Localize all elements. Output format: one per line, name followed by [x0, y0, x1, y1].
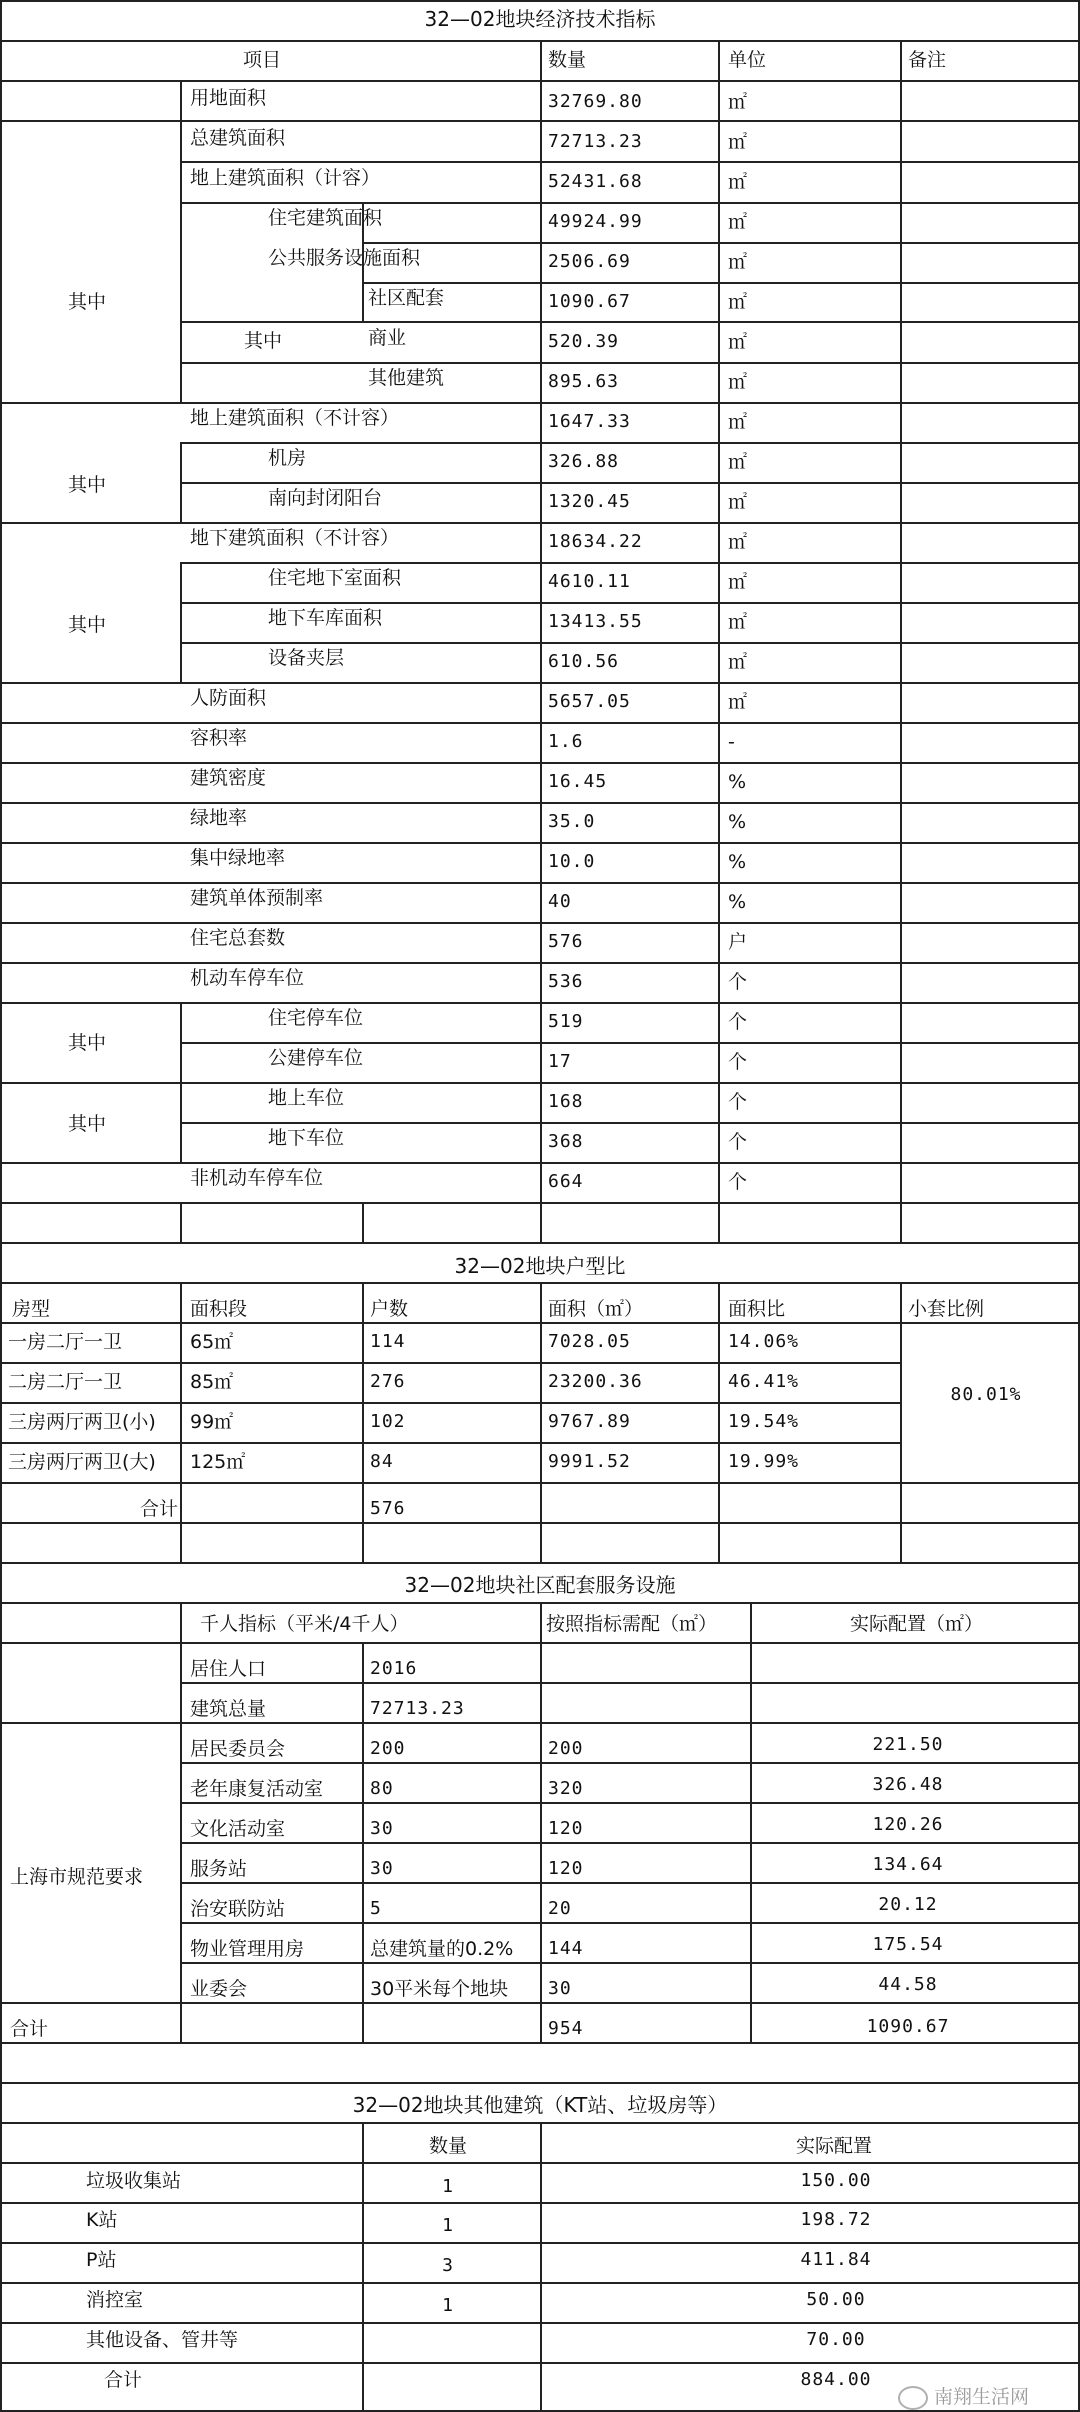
t3-row-actual: 221.50	[872, 1734, 944, 1755]
t1-row-unit: ㎡	[728, 651, 748, 673]
t1-header-note: 备注	[908, 49, 947, 71]
t1-row-value: 895.63	[548, 371, 620, 392]
chat-bubble-icon	[898, 2386, 928, 2410]
t1-header-unit: 单位	[728, 49, 767, 71]
grid-line	[900, 1282, 902, 1562]
t4-row-name: 消控室	[86, 2289, 144, 2311]
t1-group-label: 其中	[68, 474, 107, 496]
grid-line	[180, 1122, 1080, 1124]
t2-header-size: 面积段	[190, 1298, 248, 1320]
t2-total-label: 合计	[140, 1498, 179, 1520]
t1-row-value: 4610.11	[548, 571, 631, 592]
t1-row-label: 机动车停车位	[190, 967, 305, 989]
t2-row-count: 114	[370, 1331, 406, 1352]
grid-line	[362, 1642, 364, 2042]
t3-area-label: 建筑总量	[190, 1698, 267, 1720]
t1-row-value: 32769.80	[548, 91, 643, 112]
grid-line	[180, 1802, 1080, 1804]
grid-line	[180, 442, 1080, 444]
grid-line	[540, 1602, 542, 2042]
t1-row-unit: ㎡	[728, 451, 748, 473]
grid-line	[0, 1242, 1080, 1244]
t1-row-unit: ㎡	[728, 691, 748, 713]
t3-row-name: 服务站	[190, 1858, 248, 1880]
t1-row-unit: 个	[728, 1171, 748, 1193]
t3-row-need: 20	[548, 1898, 572, 1919]
grid-line	[180, 1082, 182, 1162]
grid-line	[0, 1562, 1080, 1564]
t2-header-small: 小套比例	[908, 1298, 985, 1320]
t3-total-need: 954	[548, 2018, 584, 2039]
grid-line	[718, 1282, 720, 1562]
t1-row-label: 机房	[268, 447, 307, 469]
t3-row-need: 320	[548, 1778, 584, 1799]
t3-row-actual: 44.58	[878, 1974, 938, 1995]
t1-row-value: 519	[548, 1011, 584, 1032]
grid-line	[180, 482, 1080, 484]
grid-line	[362, 2122, 364, 2412]
t1-row-label: 绿地率	[190, 807, 248, 829]
t1-row-value: 168	[548, 1091, 584, 1112]
t1-group-label: 其中	[68, 291, 107, 313]
t1-row-unit: ㎡	[728, 171, 748, 193]
t4-row-name: 垃圾收集站	[86, 2170, 182, 2192]
t3-total-actual: 1090.67	[866, 2016, 950, 2037]
grid-line	[0, 1362, 900, 1364]
grid-line	[180, 362, 1080, 364]
t3-row-name: 老年康复活动室	[190, 1778, 324, 1800]
grid-line	[0, 1402, 900, 1404]
t1-row-value: 1647.33	[548, 411, 631, 432]
t4-row-count: 1	[442, 2176, 454, 2197]
t3-header-index: 千人指标（平米/4千人）	[200, 1613, 409, 1635]
table4-title: 32—02地块其他建筑（KT站、垃圾房等）	[352, 2093, 728, 2117]
t3-total-label: 合计	[10, 2018, 49, 2040]
grid-line	[180, 562, 1080, 564]
t4-header-actual: 实际配置	[795, 2135, 873, 2157]
t3-row-index: 30平米每个地块	[370, 1978, 509, 2000]
t1-row-value: 368	[548, 1131, 584, 1152]
watermark-text: 南翔生活网	[934, 2386, 1030, 2408]
t1-row-unit: 个	[728, 1091, 748, 1113]
t1-row-unit: -	[728, 731, 735, 753]
grid-line	[180, 1682, 1080, 1684]
grid-line	[718, 40, 720, 1242]
t1-row-label: 地下建筑面积（不计容）	[190, 527, 400, 549]
t1-row-unit: 个	[728, 1051, 748, 1073]
t1-row-unit: ㎡	[728, 411, 748, 433]
t1-row-unit: ㎡	[728, 531, 748, 553]
grid-line	[180, 321, 1080, 323]
t2-row-size: 125㎡	[190, 1451, 246, 1473]
t1-row-value: 1.6	[548, 731, 584, 752]
t1-row-value: 1320.45	[548, 491, 631, 512]
table3-title: 32—02地块社区配套服务设施	[404, 1573, 676, 1597]
t2-row-count: 102	[370, 1411, 406, 1432]
t2-row-area: 23200.36	[548, 1371, 643, 1392]
t1-row-value: 40	[548, 891, 572, 912]
t4-row-actual: 150.00	[800, 2170, 872, 2191]
t3-area-value: 72713.23	[370, 1698, 465, 1719]
t2-row-area: 9991.52	[548, 1451, 631, 1472]
t1-row-unit: ㎡	[728, 131, 748, 153]
t1-row-value: 52431.68	[548, 171, 643, 192]
t1-row-label: 容积率	[190, 727, 248, 749]
t1-row-label: 建筑单体预制率	[190, 887, 324, 909]
t1-row-value: 1090.67	[548, 291, 631, 312]
t2-row-size: 99㎡	[190, 1411, 234, 1433]
t1-header-qty: 数量	[548, 49, 587, 71]
t1-row-unit: ㎡	[728, 291, 748, 313]
grid-line	[362, 282, 1080, 284]
t1-row-label: 地上建筑面积（计容）	[190, 167, 381, 189]
t3-row-index: 总建筑量的0.2%	[370, 1938, 514, 1960]
t2-row-area: 9767.89	[548, 1411, 631, 1432]
t1-row-value: 520.39	[548, 331, 620, 352]
t2-total-count: 576	[370, 1498, 406, 1519]
t1-row-label: 住宅地下室面积	[268, 567, 402, 589]
t3-row-actual: 326.48	[872, 1774, 944, 1795]
t1-row-value: 35.0	[548, 811, 596, 832]
t1-row-unit: %	[728, 851, 747, 873]
t1-row-label: 地上车位	[268, 1087, 345, 1109]
t3-row-need: 30	[548, 1978, 572, 1999]
t1-group-label: 其中	[68, 614, 107, 636]
grid-line	[540, 1282, 542, 1562]
t1-subgroup-label: 其中	[244, 330, 283, 352]
grid-line	[362, 1202, 364, 1242]
t3-row-actual: 20.12	[878, 1894, 938, 1915]
t3-row-need: 200	[548, 1738, 584, 1759]
t1-header-item: 项目	[242, 49, 282, 71]
t1-row-value: 576	[548, 931, 584, 952]
t1-row-value: 10.0	[548, 851, 596, 872]
t4-header-count: 数量	[428, 2135, 468, 2157]
grid-line	[540, 40, 542, 1242]
t1-row-label: 住宅总套数	[190, 927, 286, 949]
t1-row-label: 南向封闭阳台	[268, 487, 383, 509]
t3-header-need: 按照指标需配（㎡）	[546, 1613, 718, 1635]
grid-line	[0, 0, 1080, 2]
t3-row-need: 144	[548, 1938, 584, 1959]
grid-line	[180, 562, 182, 682]
t1-row-label: 地上建筑面积（不计容）	[190, 407, 400, 429]
t1-row-value: 536	[548, 971, 584, 992]
grid-line	[180, 1602, 182, 2042]
grid-line	[180, 1842, 1080, 1844]
t1-row-unit: ㎡	[728, 571, 748, 593]
t4-row-name: 合计	[104, 2369, 143, 2391]
t1-row-label: 非机动车停车位	[190, 1167, 324, 1189]
t3-row-index: 80	[370, 1778, 394, 1799]
t1-row-unit: ㎡	[728, 611, 748, 633]
t4-row-name: P站	[86, 2249, 117, 2271]
t1-row-label: 地下车库面积	[268, 607, 383, 629]
t2-row-count: 84	[370, 1451, 394, 1472]
grid-line	[180, 1202, 182, 1242]
grid-line	[900, 40, 902, 1242]
t2-header-count: 户数	[370, 1298, 409, 1320]
t1-row-unit: ㎡	[728, 331, 748, 353]
t3-group-label: 上海市规范要求	[10, 1866, 144, 1888]
t3-pop-label: 居住人口	[190, 1658, 267, 1680]
t1-row-unit: ㎡	[728, 91, 748, 113]
grid-line	[180, 202, 182, 402]
t1-row-label: 住宅停车位	[268, 1007, 364, 1029]
t1-row-unit: %	[728, 891, 747, 913]
t2-row-type: 三房两厅两卫(小)	[8, 1411, 156, 1433]
t1-row-label: 社区配套	[368, 287, 445, 309]
t2-row-ratio: 46.41%	[728, 1371, 800, 1392]
t4-row-actual: 70.00	[806, 2329, 866, 2350]
table2-title: 32—02地块户型比	[454, 1254, 626, 1278]
t3-row-need: 120	[548, 1858, 584, 1879]
t4-row-count: 3	[442, 2255, 454, 2276]
t1-row-label: 集中绿地率	[190, 847, 286, 869]
t1-row-label: 住宅建筑面积	[268, 207, 383, 229]
t1-row-label: 商业	[368, 327, 407, 349]
grid-line	[180, 1282, 182, 1562]
grid-line	[180, 202, 1080, 204]
t4-row-actual: 411.84	[800, 2249, 872, 2270]
grid-line	[0, 2082, 1080, 2084]
t4-row-actual: 884.00	[800, 2369, 872, 2390]
t2-row-area: 7028.05	[548, 1331, 631, 1352]
t1-row-unit: %	[728, 771, 747, 793]
t1-row-unit: 个	[728, 971, 748, 993]
grid-line	[180, 1882, 1080, 1884]
t4-row-name: K站	[86, 2209, 118, 2231]
t3-row-name: 文化活动室	[190, 1818, 286, 1840]
t1-row-value: 326.88	[548, 451, 620, 472]
t2-row-type: 一房二厅一卫	[8, 1331, 123, 1353]
t2-row-count: 276	[370, 1371, 406, 1392]
t2-row-ratio: 19.99%	[728, 1451, 800, 1472]
table1-title: 32—02地块经济技术指标	[424, 7, 656, 31]
t3-row-index: 200	[370, 1738, 406, 1759]
t4-row-actual: 198.72	[800, 2209, 872, 2230]
grid-line	[0, 0, 2, 2412]
t1-group-label: 其中	[68, 1032, 107, 1054]
t3-row-name: 居民委员会	[190, 1738, 286, 1760]
t4-row-actual: 50.00	[806, 2289, 866, 2310]
t1-row-value: 16.45	[548, 771, 608, 792]
grid-line	[362, 1282, 364, 1562]
t1-row-unit: 个	[728, 1131, 748, 1153]
t2-header-ratio: 面积比	[728, 1298, 786, 1320]
t2-row-type: 二房二厅一卫	[8, 1371, 123, 1393]
t3-row-index: 30	[370, 1858, 394, 1879]
grid-line	[180, 1002, 182, 1082]
t1-row-unit: 户	[728, 931, 748, 953]
t2-row-type: 三房两厅两卫(大)	[8, 1451, 156, 1473]
t1-row-unit: ㎡	[728, 371, 748, 393]
grid-line	[180, 1962, 1080, 1964]
grid-line	[180, 1042, 1080, 1044]
t3-row-name: 物业管理用房	[190, 1938, 305, 1960]
t3-header-actual: 实际配置（㎡）	[850, 1613, 984, 1635]
grid-line	[362, 242, 1080, 244]
t1-row-unit: 个	[728, 1011, 748, 1033]
t1-row-label: 地下车位	[268, 1127, 345, 1149]
t1-row-value: 49924.99	[548, 211, 643, 232]
t1-row-label: 总建筑面积	[190, 127, 286, 149]
t4-row-count: 1	[442, 2295, 454, 2316]
t1-row-value: 72713.23	[548, 131, 643, 152]
t2-row-ratio: 19.54%	[728, 1411, 800, 1432]
t2-header-type: 房型	[12, 1298, 51, 1320]
t1-row-value: 5657.05	[548, 691, 631, 712]
t1-row-label: 用地面积	[190, 87, 267, 109]
t1-row-unit: %	[728, 811, 747, 833]
t2-row-size: 65㎡	[190, 1331, 234, 1353]
t3-row-actual: 120.26	[872, 1814, 944, 1835]
t3-row-actual: 175.54	[872, 1934, 944, 1955]
t3-row-name: 业委会	[190, 1978, 248, 2000]
t2-row-size: 85㎡	[190, 1371, 234, 1393]
t3-row-index: 5	[370, 1898, 382, 1919]
t2-small-ratio: 80.01%	[950, 1384, 1022, 1405]
t1-row-value: 18634.22	[548, 531, 643, 552]
t1-row-unit: ㎡	[728, 251, 748, 273]
watermark	[898, 2382, 1029, 2410]
grid-line	[0, 2042, 1080, 2044]
t2-header-area: 面积（㎡）	[548, 1298, 644, 1320]
t1-row-unit: ㎡	[728, 211, 748, 233]
t3-row-name: 治安联防站	[190, 1898, 286, 1920]
grid-line	[0, 1442, 900, 1444]
t3-row-actual: 134.64	[872, 1854, 944, 1875]
t1-row-label: 公建停车位	[268, 1047, 364, 1069]
t1-row-label: 公共服务设施面积	[268, 247, 421, 269]
t1-row-value: 664	[548, 1171, 584, 1192]
grid-line	[750, 1602, 752, 2042]
t1-row-label: 建筑密度	[190, 767, 267, 789]
t4-row-name: 其他设备、管井等	[86, 2329, 239, 2351]
grid-line	[180, 161, 1080, 163]
t1-row-value: 2506.69	[548, 251, 631, 272]
grid-line	[540, 2122, 542, 2412]
t1-row-label: 其他建筑	[368, 367, 445, 389]
grid-line	[180, 602, 1080, 604]
t1-row-unit: ㎡	[728, 491, 748, 513]
t3-row-index: 30	[370, 1818, 394, 1839]
grid-line	[180, 1922, 1080, 1924]
t1-group-label: 其中	[68, 1113, 107, 1135]
grid-line	[180, 442, 182, 522]
t2-row-ratio: 14.06%	[728, 1331, 800, 1352]
grid-line	[180, 1762, 1080, 1764]
t1-row-label: 设备夹层	[268, 647, 345, 669]
t1-row-value: 13413.55	[548, 611, 643, 632]
t1-row-value: 17	[548, 1051, 572, 1072]
grid-line	[180, 642, 1080, 644]
t4-row-count: 1	[442, 2215, 454, 2236]
t1-row-value: 610.56	[548, 651, 620, 672]
t1-row-label: 人防面积	[190, 687, 267, 709]
t3-row-need: 120	[548, 1818, 584, 1839]
t3-pop-value: 2016	[370, 1658, 418, 1679]
